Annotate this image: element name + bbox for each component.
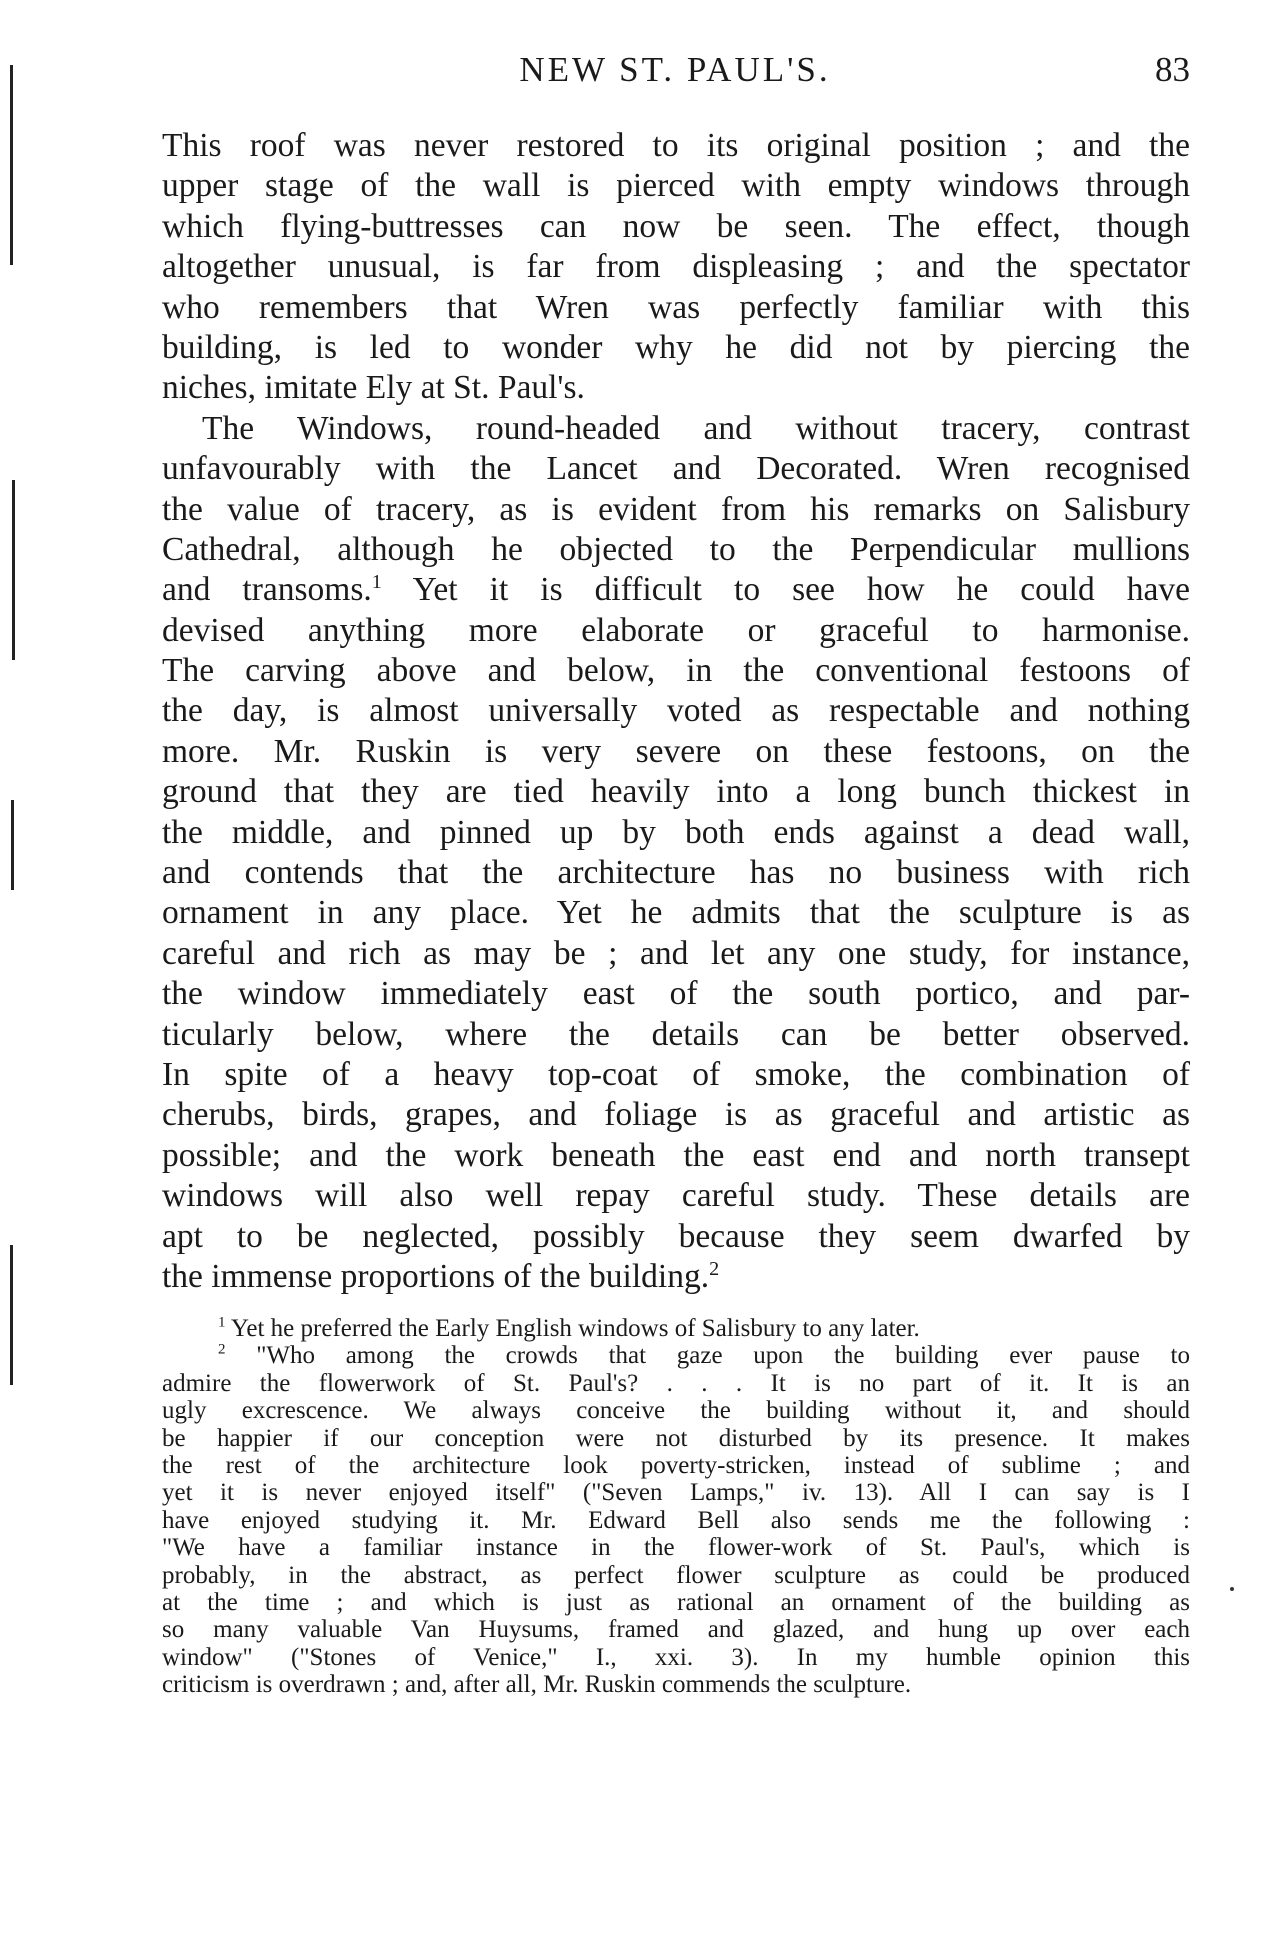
text-line: more. Mr. Ruskin is very severe on these festoons, on the: [162, 732, 1190, 770]
footnote-line: "We have a familiar instance in the flower-work of St. Paul's, which is: [162, 1534, 1190, 1562]
text-line: The carving above and below, in the conventional festoons of: [162, 652, 1190, 690]
running-title: NEW ST. PAUL'S.: [519, 50, 831, 89]
footnote-text: "Who among the crowds that gaze upon the building ever pause to: [256, 1342, 1190, 1370]
text-line: This roof was never restored to its original position ; and the: [162, 127, 1190, 164]
text-line: In spite of a heavy top-coat of smoke, the combination of: [162, 1055, 1190, 1093]
scan-margin-mark: [12, 480, 15, 660]
text-line: careful and rich as may be ; and let any one study, for instance,: [162, 934, 1190, 972]
text-line: altogether unusual, is far from displeasing ; and the spectator: [162, 248, 1190, 286]
footnote-ref: 1: [371, 571, 382, 594]
text-line: the value of tracery, as is evident from his remarks on Salisbury: [162, 490, 1190, 528]
footnote-ref: 2: [709, 1257, 720, 1280]
text-line: apt to be neglected, possibly because they seem dwarfed by: [162, 1217, 1190, 1255]
scan-margin-mark: [10, 65, 13, 265]
footnote-marker: 1: [218, 1315, 226, 1331]
footnote-line: so many valuable Van Huysums, framed and glazed, and hung up over each: [162, 1616, 1190, 1644]
text-line: ticularly below, where the details can be better observed.: [162, 1015, 1190, 1053]
body-text: [162, 126, 1190, 1297]
footnote-line: at the time ; and which is just as rational an ornament of the building as: [162, 1588, 1190, 1616]
text-line: and contends that the architecture has no business with rich: [162, 854, 1190, 892]
footnote-line: ugly excrescence. We always conceive the building without it, and should: [162, 1397, 1190, 1425]
text-line: the day, is almost universally voted as respectable and nothing: [162, 692, 1190, 730]
text-line: devised anything more elaborate or graceful to harmonise.: [162, 611, 1190, 649]
text-line: upper stage of the wall is pierced with empty windows through: [162, 167, 1190, 205]
footnote-line: yet it is never enjoyed itself" ("Seven Lamps," iv. 13). All I can say is I: [162, 1479, 1190, 1507]
footnotes: [162, 1315, 1190, 1698]
footnote-marker: 2: [218, 1342, 226, 1359]
footnote-text: Yet he preferred the Early English windows of Salisbury to any later.: [230, 1315, 920, 1342]
page-number: 83: [1155, 50, 1190, 89]
footnote-line: have enjoyed studying it. Mr. Edward Bell also sends me the following :: [162, 1506, 1190, 1534]
text-line: windows will also well repay careful study. These details are: [162, 1177, 1190, 1215]
page-header: [160, 50, 1190, 100]
footnote-1: [162, 1315, 1190, 1342]
text-line: ornament in any place. Yet he admits that the sculpture is as: [162, 894, 1190, 932]
text-line: who remembers that Wren was perfectly familiar with this: [162, 288, 1190, 326]
text-line: unfavourably with the Lancet and Decorated. Wren recognised: [162, 450, 1190, 488]
footnote-line: admire the flowerwork of St. Paul's? . . . It is no part of it. It is an: [162, 1369, 1190, 1397]
text-line: The Windows, round-headed and without tracery, contrast: [202, 409, 1190, 447]
text-line: niches, imitate Ely at St. Paul's.: [162, 369, 585, 407]
text-line: [162, 1257, 1190, 1297]
text-line: ground that they are tied heavily into a long bunch thickest in: [162, 773, 1190, 811]
footnote-line: criticism is overdrawn ; and, after all, Mr. Ruskin commends the sculpture.: [162, 1671, 912, 1699]
text-line: building, is led to wonder why he did not by piercing the: [162, 328, 1190, 366]
footnote-line: be happier if our conception were not disturbed by its presence. It makes: [162, 1424, 1190, 1452]
text-line: the window immediately east of the south portico, and par-: [162, 975, 1190, 1013]
text-line: Cathedral, although he objected to the Perpendicular mullions: [162, 530, 1190, 568]
text-line: cherubs, birds, grapes, and foliage is as graceful and artistic as: [162, 1096, 1190, 1134]
text-line: [162, 570, 1190, 610]
text-run: the immense proportions of the building.: [162, 1257, 710, 1295]
scan-margin-mark: [10, 1245, 13, 1385]
footnote-line: window" ("Stones of Venice," I., xxi. 3). In my humble opinion this: [162, 1643, 1190, 1671]
scan-margin-mark: [11, 800, 14, 890]
footnote-line: the rest of the architecture look poverty-stricken, instead of sublime ; and: [162, 1451, 1190, 1479]
text-run: Yet it is difficult to see how he could have: [381, 571, 1190, 609]
text-line: possible; and the work beneath the east end and north transept: [162, 1136, 1190, 1174]
footnote-2: [162, 1342, 1190, 1369]
text-run: and transoms.: [162, 571, 372, 609]
scan-speck: [1230, 1587, 1234, 1591]
text-line: the middle, and pinned up by both ends against a dead wall,: [162, 813, 1190, 851]
text-line: which flying-buttresses can now be seen. The effect, though: [162, 207, 1190, 245]
footnote-line: probably, in the abstract, as perfect flower sculpture as could be produced: [162, 1561, 1190, 1589]
